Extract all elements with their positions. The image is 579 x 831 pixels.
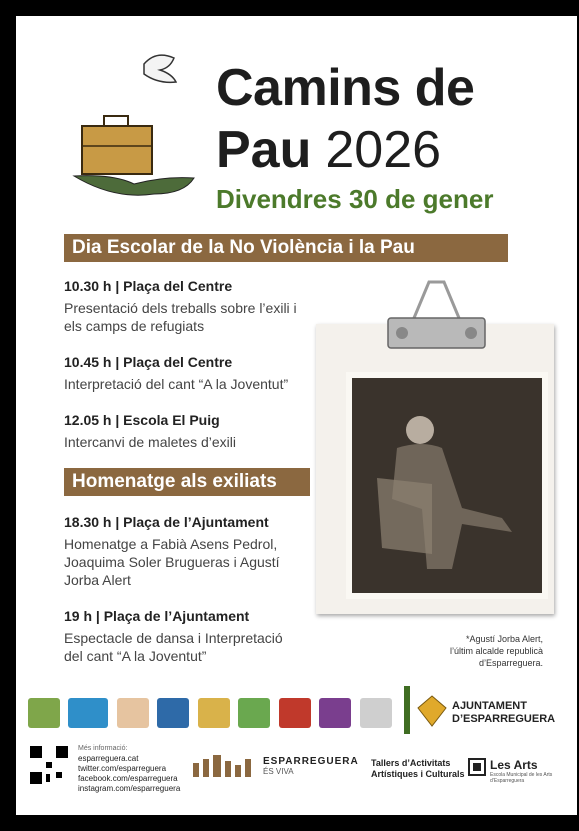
event-desc: Presentació dels treballs sobre l’exili i els camps de refugiats bbox=[64, 300, 297, 334]
section2-heading: Homenatge als exiliats bbox=[64, 468, 310, 496]
historic-photo bbox=[346, 372, 548, 599]
photo-caption bbox=[416, 633, 543, 669]
town-brand bbox=[263, 756, 359, 776]
info-block bbox=[78, 744, 180, 794]
les-arts-title: Les Arts bbox=[490, 758, 538, 772]
title-line2 bbox=[216, 121, 442, 179]
les-arts bbox=[490, 758, 570, 784]
partner-logo bbox=[238, 698, 270, 728]
partner-logo bbox=[157, 698, 189, 728]
el-carat-logo bbox=[360, 698, 392, 728]
event-1 bbox=[64, 278, 314, 335]
ajuntament-line1: AJUNTAMENT bbox=[452, 700, 527, 712]
event-time: 19 h | Plaça de l’Ajuntament bbox=[64, 608, 250, 624]
coat-of-arms-icon bbox=[416, 694, 448, 728]
tallers-line1: Tallers d’Activitats bbox=[371, 758, 451, 768]
partner-logo bbox=[198, 698, 230, 728]
event-time: 10.30 h | Plaça del Centre bbox=[64, 278, 233, 294]
title-year: 2026 bbox=[325, 121, 442, 179]
caption-line: l’últim alcalde republicà bbox=[449, 646, 543, 656]
les-arts-logo-icon bbox=[468, 758, 486, 776]
caption-line: *Agustí Jorba Alert, bbox=[465, 634, 543, 644]
event-2 bbox=[64, 354, 334, 393]
partner-logo bbox=[279, 698, 311, 728]
event-4 bbox=[64, 514, 289, 589]
tallers-text bbox=[371, 758, 465, 780]
binder-clip-icon bbox=[384, 278, 489, 356]
event-time: 18.30 h | Plaça de l’Ajuntament bbox=[64, 514, 269, 530]
event-desc: Interpretació del cant “A la Joventut” bbox=[64, 376, 289, 392]
estel-logo bbox=[68, 698, 108, 728]
event-desc: Intercanvi de maletes d’exili bbox=[64, 434, 236, 450]
caption-line: d’Esparreguera. bbox=[478, 658, 543, 668]
event-3 bbox=[64, 412, 314, 451]
el-puig-logo bbox=[319, 698, 351, 728]
info-label: Més informació: bbox=[78, 745, 128, 752]
section1-heading: Dia Escolar de la No Violència i la Pau bbox=[64, 234, 508, 262]
ajuntament-line2: D’ESPARREGUERA bbox=[452, 713, 556, 725]
ajuntament-block bbox=[404, 686, 577, 734]
title-pau: Pau bbox=[216, 121, 312, 179]
town-line2: ÉS VIVA bbox=[263, 767, 294, 776]
tallers-line2: Artístiques i Culturals bbox=[371, 769, 465, 779]
poster bbox=[16, 16, 577, 815]
event-time: 12.05 h | Escola El Puig bbox=[64, 412, 220, 428]
event-5 bbox=[64, 608, 304, 665]
link-instagram[interactable]: instagram.com/esparreguera bbox=[78, 784, 181, 793]
event-time: 10.45 h | Plaça del Centre bbox=[64, 354, 233, 370]
partner-logo bbox=[28, 698, 60, 728]
qr-code-icon bbox=[28, 744, 70, 786]
title-line1: Camins de bbox=[216, 59, 475, 117]
event-date: Divendres 30 de gener bbox=[216, 184, 494, 214]
link-web[interactable]: esparreguera.cat bbox=[78, 754, 139, 763]
event-desc: Homenatge a Fabià Asens Pedrol, Joaquima Soler Brugueras i Agustí Jorba Alert bbox=[64, 536, 280, 588]
partner-logo bbox=[117, 698, 149, 728]
town-skyline-icon bbox=[191, 751, 261, 779]
town-line1: ESPARREGUERA bbox=[263, 756, 359, 767]
link-facebook[interactable]: facebook.com/esparreguera bbox=[78, 774, 178, 783]
link-twitter[interactable]: twitter.com/esparreguera bbox=[78, 764, 167, 773]
suitcase-dove-illustration bbox=[64, 46, 214, 206]
event-desc: Espectacle de dansa i Interpretació del cant “A la Joventut” bbox=[64, 630, 283, 664]
les-arts-subtitle: Escola Municipal de les Arts d’Esparreguera bbox=[490, 772, 553, 784]
